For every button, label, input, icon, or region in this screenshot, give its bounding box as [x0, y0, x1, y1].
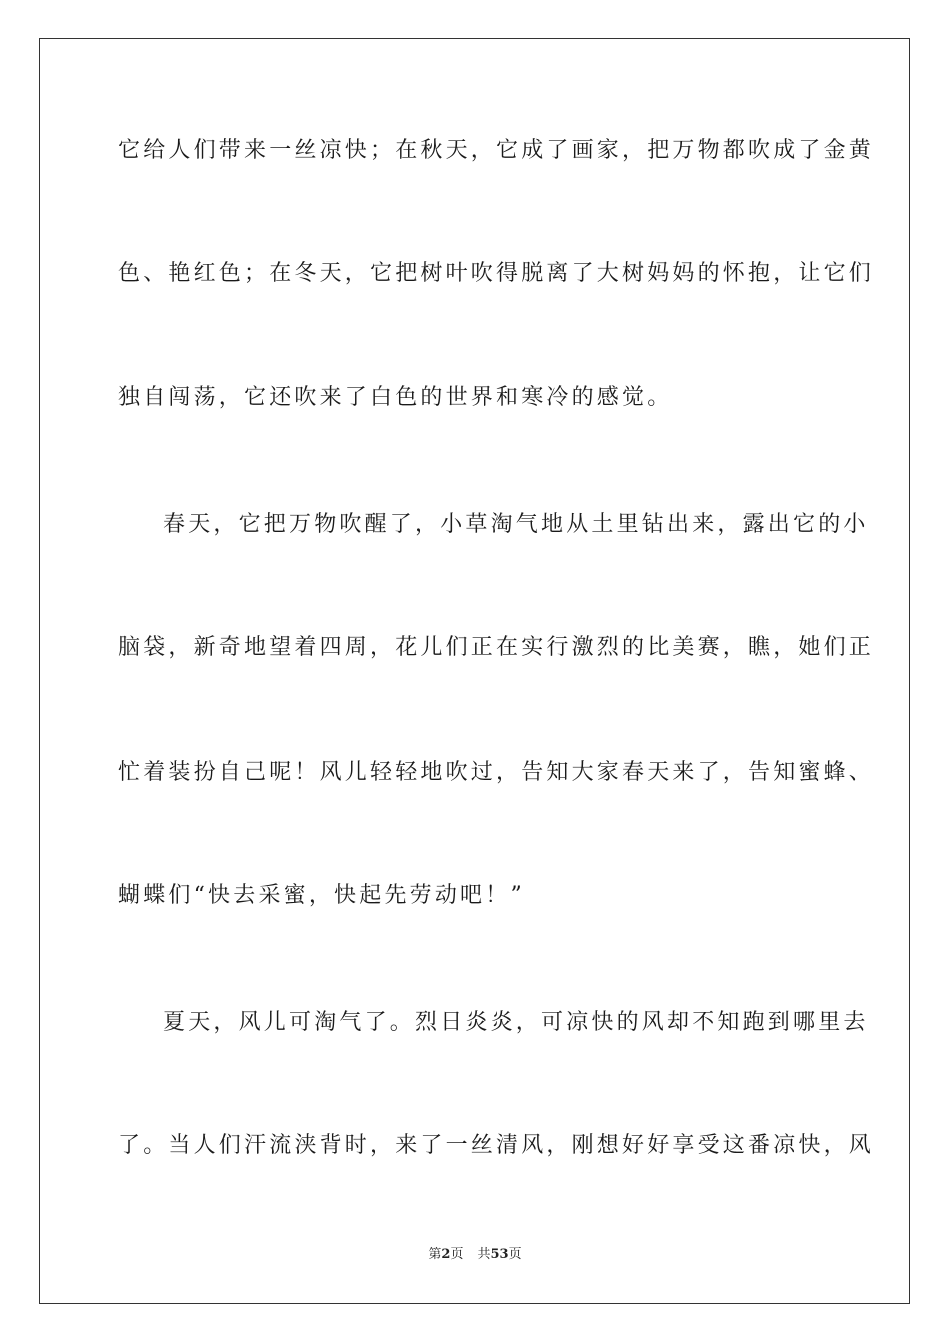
total-pages: 53 — [490, 1247, 509, 1262]
page-number: 2 — [441, 1247, 451, 1262]
page-prefix: 第 — [428, 1247, 442, 1262]
paragraph-spring-line-2: 脑袋，新奇地望着四周，花儿们正在实行激烈的比美赛，瞧，她们正 — [118, 635, 875, 660]
paragraph-summer-line-2: 了。当人们汗流浃背时，来了一丝清风，刚想好好享受这番凉快，风 — [118, 1133, 875, 1158]
text-line-2: 色、艳红色；在冬天，它把树叶吹得脱离了大树妈妈的怀抱，让它们 — [118, 261, 875, 286]
paragraph-spring-line-3: 忙着装扮自己呢！风儿轻轻地吹过，告知大家春天来了，告知蜜蜂、 — [118, 760, 875, 785]
page-border — [39, 38, 910, 1304]
total-suffix: 页 — [508, 1247, 522, 1262]
text-line-3: 独自闯荡，它还吹来了白色的世界和寒冷的感觉。 — [118, 385, 673, 410]
paragraph-spring-line-4: 蝴蝶们“快去采蜜，快起先劳动吧！” — [118, 883, 525, 908]
page-footer — [0, 1246, 950, 1264]
text-line-1: 它给人们带来一丝凉快；在秋天，它成了画家，把万物都吹成了金黄 — [118, 138, 875, 163]
paragraph-summer-line-1: 夏天，风儿可淘气了。烈日炎炎，可凉快的风却不知跑到哪里去 — [163, 1010, 869, 1035]
page-suffix: 页 — [450, 1247, 464, 1262]
paragraph-spring-line-1: 春天，它把万物吹醒了，小草淘气地从土里钻出来，露出它的小 — [163, 512, 869, 537]
total-prefix: 共 — [477, 1247, 491, 1262]
